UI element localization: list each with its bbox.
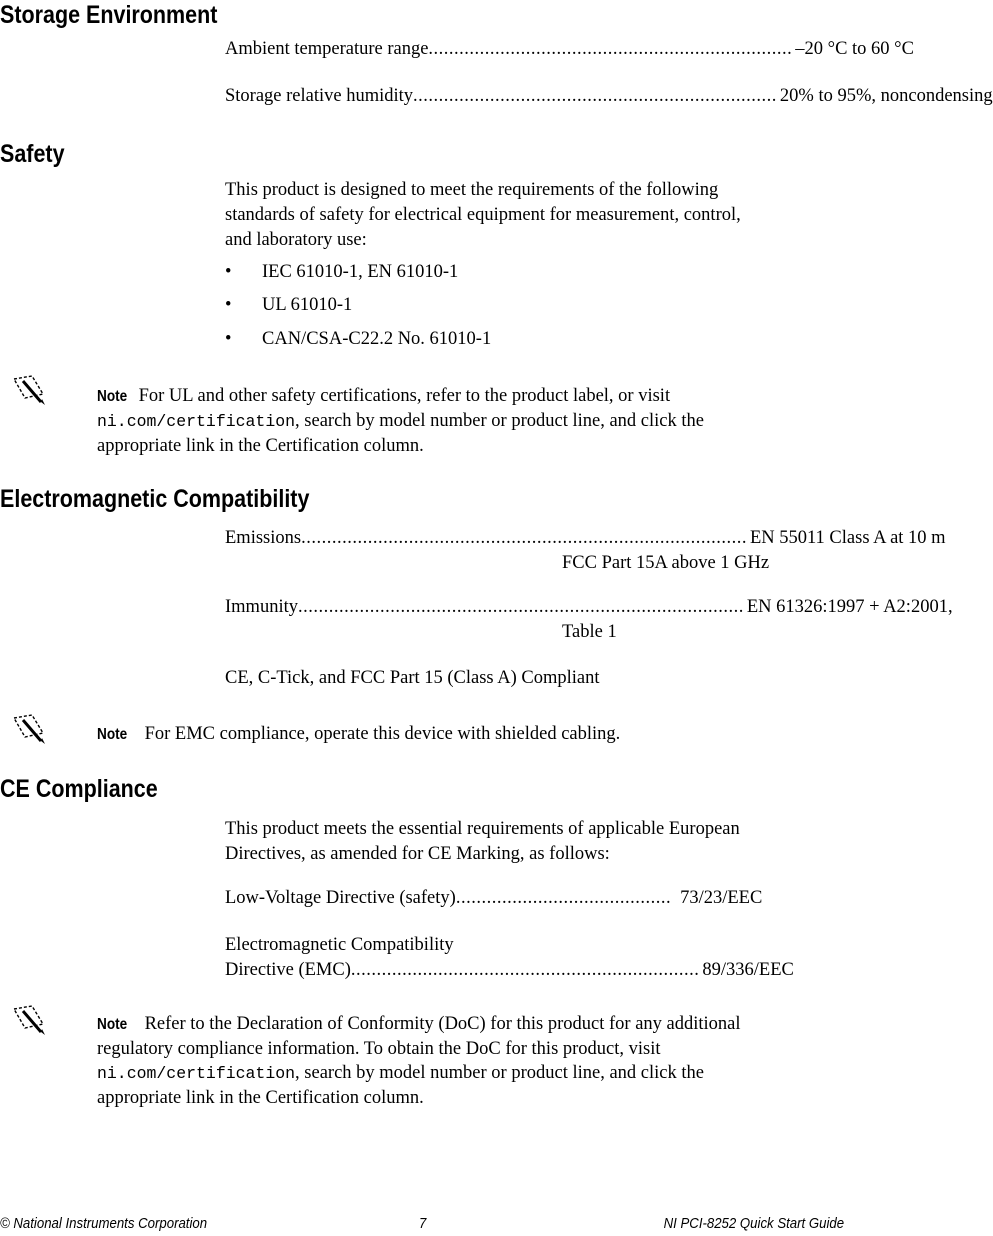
note-ce bbox=[97, 1012, 837, 1110]
ce-paragraph-line: Directives, as amended for CE Marking, as follows: bbox=[225, 844, 610, 864]
leader-dots: ....................................................................... bbox=[428, 39, 793, 59]
spec-storage-humidity bbox=[225, 85, 993, 107]
safety-paragraph-line: and laboratory use: bbox=[225, 230, 367, 250]
list-item bbox=[225, 294, 352, 316]
spec-value: Table 1 bbox=[562, 622, 617, 642]
leader-dots: ....................................................................................... bbox=[301, 528, 747, 548]
heading-storage-environment: Storage Environment bbox=[0, 1, 218, 29]
note-text: appropriate link in the Certification column. bbox=[97, 1088, 424, 1108]
safety-paragraph-line: This product is designed to meet the requirements of the following bbox=[225, 180, 719, 200]
note-emc bbox=[97, 722, 837, 747]
list-item-text: IEC 61010-1, EN 61010-1 bbox=[262, 262, 459, 282]
note-text: regulatory compliance information. To obtain the DoC for this product, visit bbox=[97, 1039, 661, 1059]
note-safety bbox=[97, 384, 837, 458]
leader-dots: ....................................................................... bbox=[413, 86, 777, 106]
spec-emissions bbox=[225, 527, 946, 574]
note-label: Note bbox=[97, 388, 128, 405]
emc-compliance-statement: CE, C-Tick, and FCC Part 15 (Class A) Compliant bbox=[225, 668, 600, 688]
note-pencil-icon bbox=[12, 374, 46, 406]
bullet-dot: • bbox=[225, 295, 232, 315]
spec-value: EN 55011 Class A at 10 m bbox=[749, 528, 946, 548]
note-pencil-icon bbox=[12, 1004, 46, 1036]
spec-label: Ambient temperature range bbox=[225, 39, 429, 59]
spec-low-voltage-directive bbox=[225, 887, 838, 909]
leader-dots: ....................................................................................... bbox=[297, 597, 744, 617]
bullet-dot: • bbox=[225, 329, 232, 349]
note-pencil-icon bbox=[12, 713, 46, 745]
spec-label-line: Electromagnetic Compatibility bbox=[225, 935, 454, 955]
footer-page-number: 7 bbox=[419, 1215, 427, 1232]
note-label: Note bbox=[97, 726, 128, 743]
note-text: , search by model number or product line, and click the bbox=[295, 1063, 704, 1083]
spec-value: 89/336/EEC bbox=[702, 960, 794, 980]
spec-value: –20 °C to 60 °C bbox=[795, 39, 914, 59]
spec-immunity bbox=[225, 596, 953, 643]
note-text: appropriate link in the Certification column. bbox=[97, 436, 424, 456]
note-text: For EMC compliance, operate this device with shielded cabling. bbox=[144, 724, 621, 744]
safety-paragraph-line: standards of safety for electrical equipment for measurement, control, bbox=[225, 205, 741, 225]
heading-ce-compliance: CE Compliance bbox=[0, 775, 158, 803]
spec-label: Directive (EMC) bbox=[225, 960, 351, 980]
heading-safety: Safety bbox=[0, 140, 65, 168]
note-text: Refer to the Declaration of Conformity (DoC) for this product for any additional bbox=[144, 1014, 741, 1034]
note-text: For UL and other safety certifications, refer to the product label, or visit bbox=[138, 386, 671, 406]
list-item bbox=[225, 328, 491, 350]
leader-dots: .................................................................... bbox=[350, 960, 700, 980]
spec-label: Emissions bbox=[225, 528, 302, 548]
spec-value: 20% to 95%, noncondensing bbox=[779, 86, 993, 106]
spec-value: EN 61326:1997 + A2:2001, bbox=[746, 597, 953, 617]
list-item bbox=[225, 261, 458, 283]
footer-copyright: © National Instruments Corporation bbox=[0, 1215, 208, 1232]
leader-dots: .......................................... bbox=[455, 888, 672, 908]
bullet-dot: • bbox=[225, 262, 232, 282]
spec-label: Low-Voltage Directive (safety) bbox=[225, 888, 456, 908]
list-item-text: UL 61010-1 bbox=[262, 295, 353, 315]
spec-emc-directive bbox=[225, 959, 838, 981]
note-text: , search by model number or product line, and click the bbox=[295, 411, 704, 431]
spec-label: Storage relative humidity bbox=[225, 86, 414, 106]
spec-label: Immunity bbox=[225, 597, 298, 617]
note-label: Note bbox=[97, 1016, 128, 1033]
heading-electromagnetic-compatibility: Electromagnetic Compatibility bbox=[0, 485, 310, 513]
list-item-text: CAN/CSA-C22.2 No. 61010-1 bbox=[262, 329, 492, 349]
ce-paragraph-line: This product meets the essential requirements of applicable European bbox=[225, 819, 740, 839]
spec-ambient-temperature bbox=[225, 38, 914, 60]
certification-link[interactable]: ni.com/certification bbox=[97, 412, 296, 431]
spec-value: FCC Part 15A above 1 GHz bbox=[562, 553, 770, 573]
spec-value: 73/23/EEC bbox=[680, 888, 763, 908]
footer-document-title: NI PCI-8252 Quick Start Guide bbox=[663, 1215, 844, 1232]
certification-link[interactable]: ni.com/certification bbox=[97, 1064, 296, 1083]
